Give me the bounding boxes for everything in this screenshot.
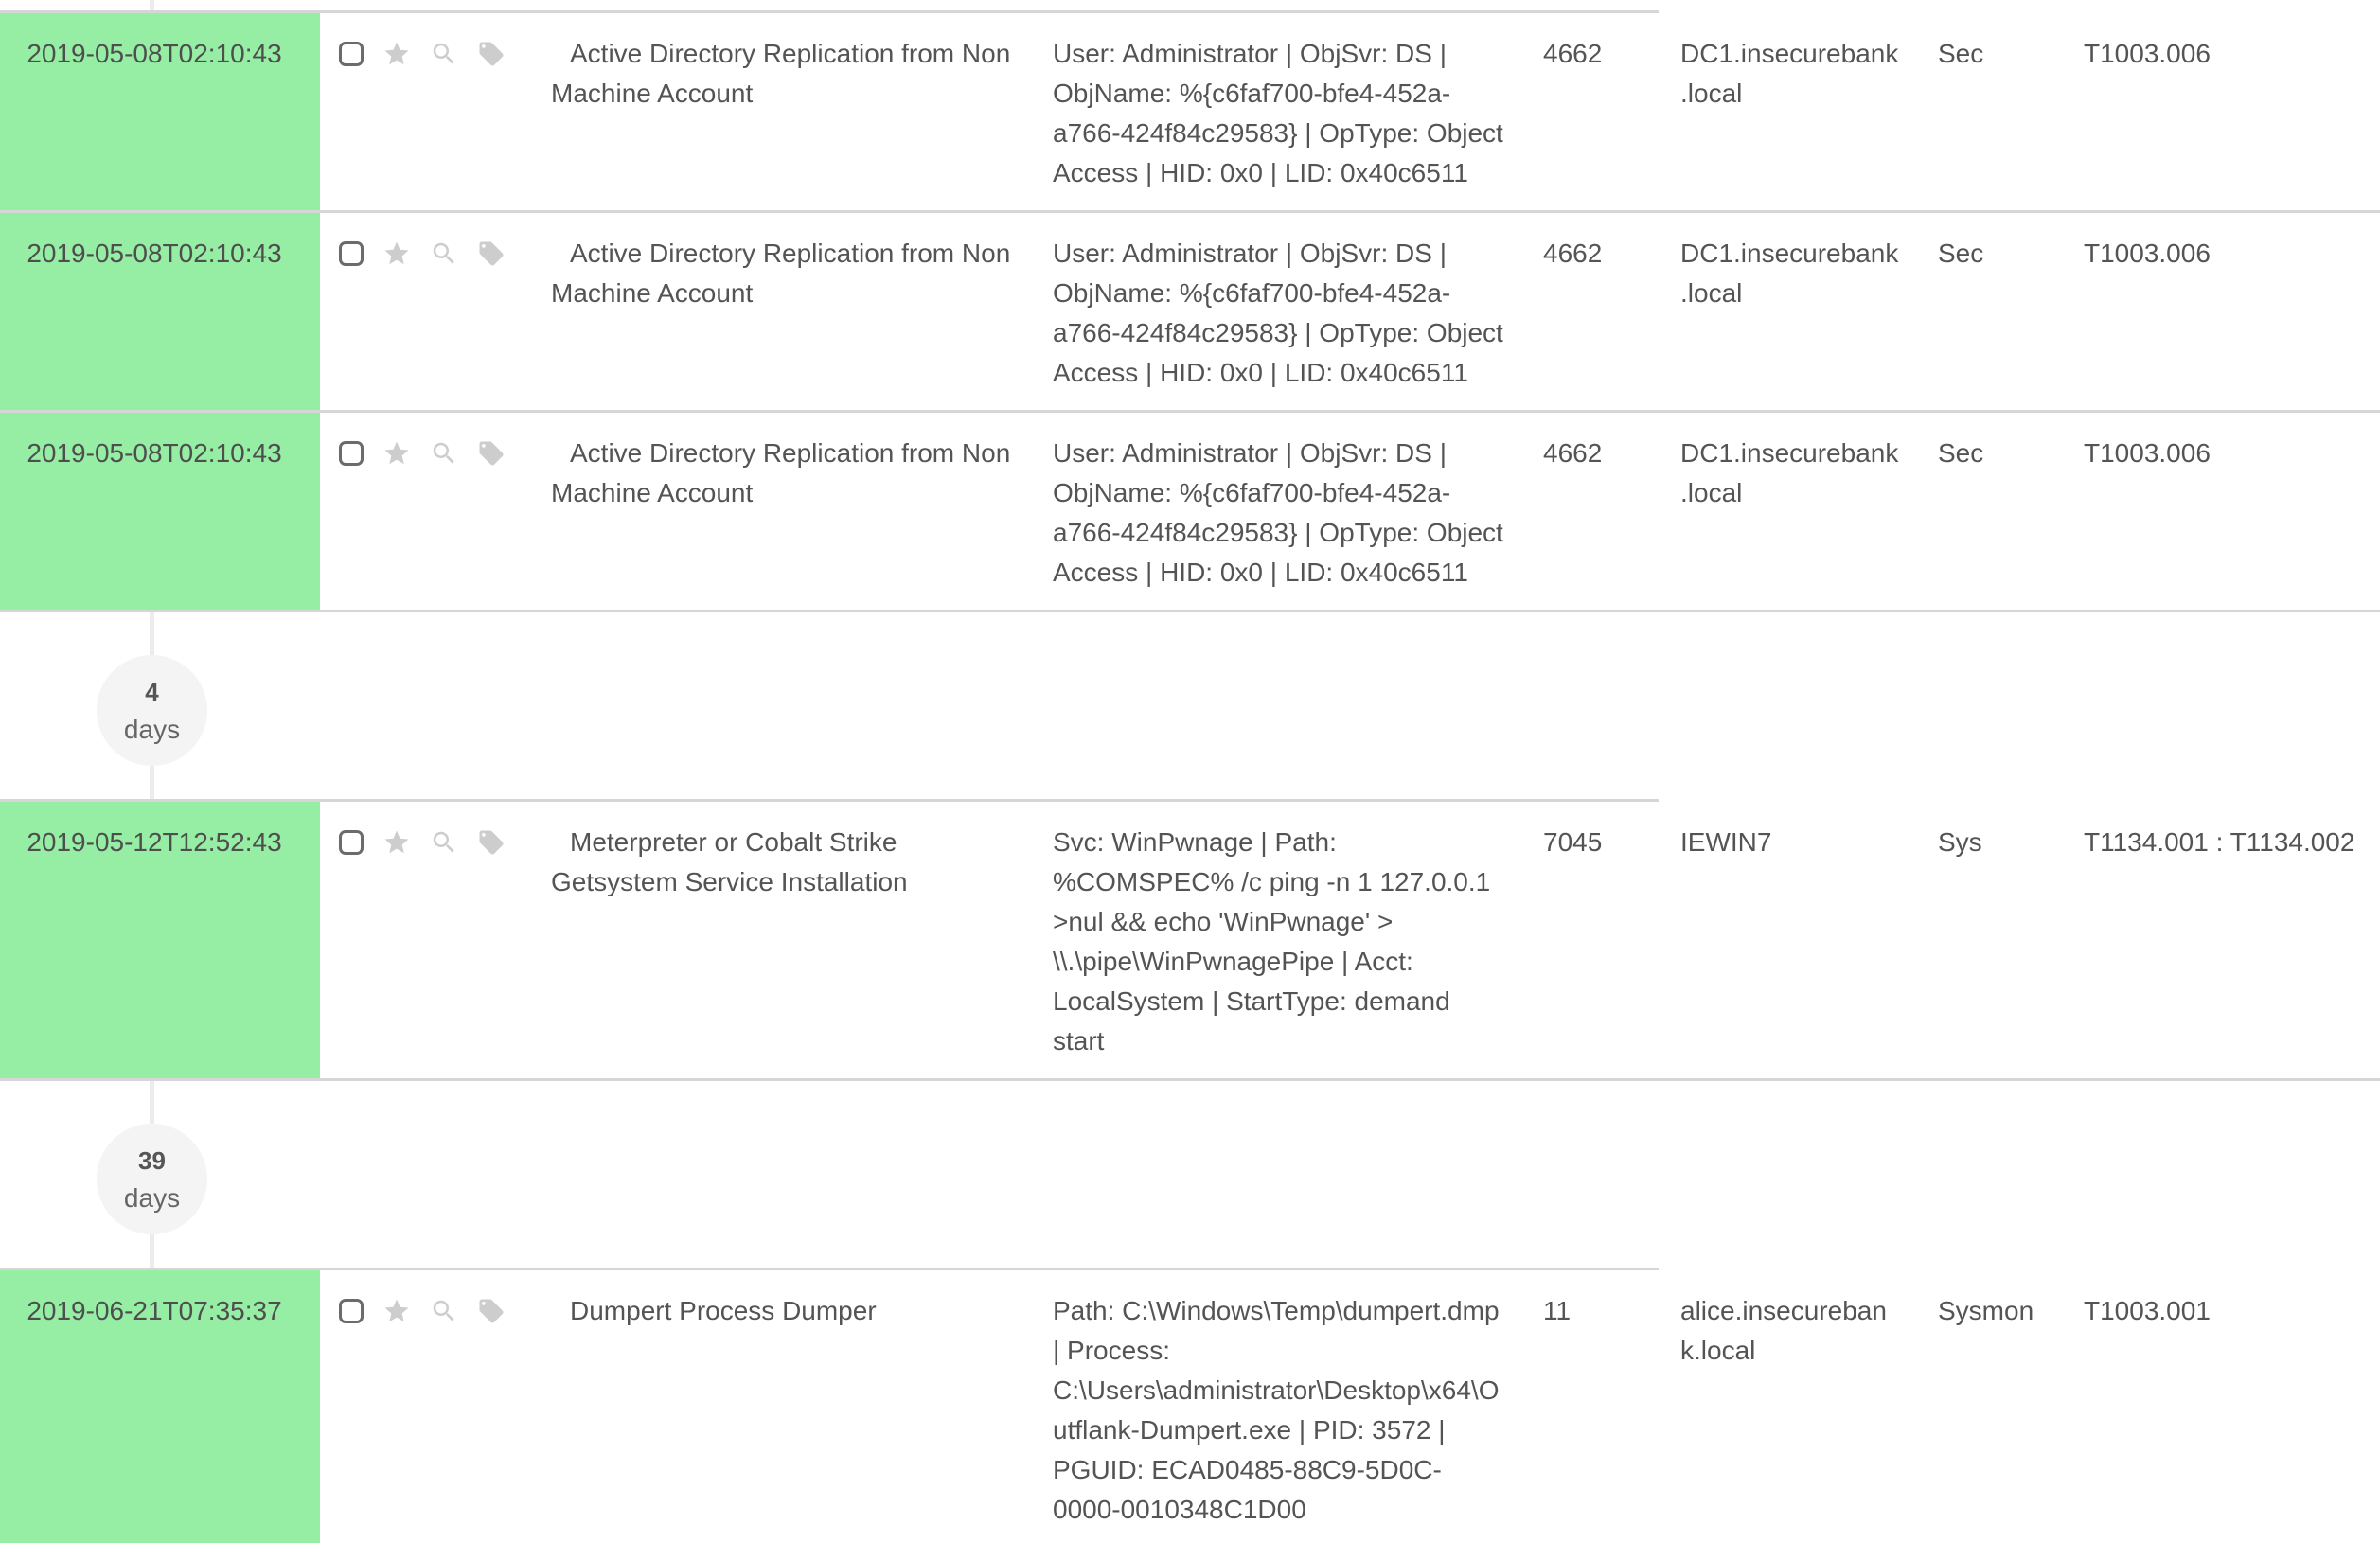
event-details: Svc: WinPwnage | Path: %COMSPEC% /c ping -n 1 127.0.0.1 >nul && echo 'WinPwnage' > \\.\pipe\WinPwnagePipe | Acct: LocalSystem | StartType: demand start	[1053, 827, 1491, 1055]
star-icon[interactable]	[382, 40, 411, 68]
event-details: User: Administrator | ObjSvr: DS | ObjName: %{c6faf700-bfe4-452a-a766-424f84c29583} | OpType: Object Access | HID: 0x0 | LID: 0x40c6511	[1053, 39, 1503, 187]
event-title[interactable]: Active Directory Replication from Non Machine Account	[551, 39, 1011, 108]
select-event-checkbox[interactable]	[339, 241, 364, 266]
event-id: 4662	[1543, 39, 1603, 68]
time-gap-badge	[97, 1124, 207, 1234]
event-details: User: Administrator | ObjSvr: DS | ObjName: %{c6faf700-bfe4-452a-a766-424f84c29583} | OpType: Object Access | HID: 0x0 | LID: 0x40c6511	[1053, 438, 1503, 587]
event-title[interactable]: Active Directory Replication from Non Machine Account	[551, 239, 1011, 308]
event-id: 4662	[1543, 438, 1603, 468]
star-icon[interactable]	[382, 828, 411, 857]
event-technique: T1003.006	[2084, 438, 2211, 468]
time-gap-badge	[97, 655, 207, 766]
event-actions	[320, 1270, 551, 1543]
event-timestamp-cell[interactable]: 2019-05-08T02:10:43	[0, 213, 320, 410]
time-gap-unit: days	[123, 714, 181, 744]
time-gap-count: 39	[138, 1145, 166, 1175]
event-title[interactable]: Dumpert Process Dumper	[570, 1296, 877, 1325]
tag-icon[interactable]	[477, 828, 506, 857]
tag-icon[interactable]	[477, 439, 506, 468]
star-icon[interactable]	[382, 439, 411, 468]
tag-icon[interactable]	[477, 1297, 506, 1325]
event-timestamp-cell[interactable]: 2019-06-21T07:35:37	[0, 1270, 320, 1543]
event-host: DC1.insecurebank.local	[1680, 239, 1899, 308]
event-technique: T1003.006	[2084, 239, 2211, 268]
event-details: User: Administrator | ObjSvr: DS | ObjName: %{c6faf700-bfe4-452a-a766-424f84c29583} | OpType: Object Access | HID: 0x0 | LID: 0x40c6511	[1053, 239, 1503, 387]
event-row	[0, 213, 2380, 413]
select-event-checkbox[interactable]	[339, 441, 364, 466]
event-source: Sys	[1938, 827, 1982, 857]
event-id: 7045	[1543, 827, 1603, 857]
event-timestamp-cell[interactable]: 2019-05-12T12:52:43	[0, 802, 320, 1078]
event-details: Path: C:\Windows\Temp\dumpert.dmp | Process: C:\Users\administrator\Desktop\x64\Outflank-Dumpert.exe | PID: 3572 | PGUID: ECAD0485-88C9-5D0C-0000-0010348C1D00	[1053, 1296, 1500, 1524]
time-gap-unit: days	[123, 1182, 181, 1213]
event-host: alice.insecurebank.local	[1680, 1296, 1887, 1365]
search-icon[interactable]	[430, 828, 458, 857]
event-row	[0, 413, 2380, 612]
timeline-connector-line	[150, 0, 154, 10]
event-technique: T1003.006	[2084, 39, 2211, 68]
event-title[interactable]: Active Directory Replication from Non Machine Account	[551, 438, 1011, 507]
event-source: Sec	[1938, 438, 1984, 468]
search-icon[interactable]	[430, 1297, 458, 1325]
event-source: Sysmon	[1938, 1296, 2034, 1325]
event-host: IEWIN7	[1680, 827, 1772, 857]
event-host: DC1.insecurebank.local	[1680, 438, 1899, 507]
event-title[interactable]: Meterpreter or Cobalt Strike Getsystem Service Installation	[551, 827, 908, 896]
event-timestamp-cell[interactable]: 2019-05-08T02:10:43	[0, 13, 320, 210]
event-row	[0, 802, 2380, 1081]
tag-icon[interactable]	[477, 239, 506, 268]
event-host: DC1.insecurebank.local	[1680, 39, 1899, 108]
time-gap	[0, 612, 2380, 799]
select-event-checkbox[interactable]	[339, 1299, 364, 1323]
event-timestamp-cell[interactable]: 2019-05-08T02:10:43	[0, 413, 320, 610]
event-row	[0, 13, 2380, 213]
event-technique: T1003.001	[2084, 1296, 2211, 1325]
event-id: 11	[1543, 1296, 1572, 1325]
tag-icon[interactable]	[477, 40, 506, 68]
star-icon[interactable]	[382, 239, 411, 268]
event-actions	[320, 213, 551, 410]
timeline-top-cap	[0, 0, 2380, 10]
event-row	[0, 1270, 2380, 1543]
event-actions	[320, 413, 551, 610]
search-icon[interactable]	[430, 239, 458, 268]
time-gap	[0, 1081, 2380, 1268]
event-id: 4662	[1543, 239, 1603, 268]
star-icon[interactable]	[382, 1297, 411, 1325]
search-icon[interactable]	[430, 40, 458, 68]
event-source: Sec	[1938, 39, 1984, 68]
event-actions	[320, 13, 551, 210]
time-gap-count: 4	[145, 677, 159, 706]
search-icon[interactable]	[430, 439, 458, 468]
select-event-checkbox[interactable]	[339, 830, 364, 855]
event-actions	[320, 802, 551, 1078]
event-source: Sec	[1938, 239, 1984, 268]
select-event-checkbox[interactable]	[339, 42, 364, 66]
event-technique: T1134.001 : T1134.002	[2084, 827, 2355, 857]
